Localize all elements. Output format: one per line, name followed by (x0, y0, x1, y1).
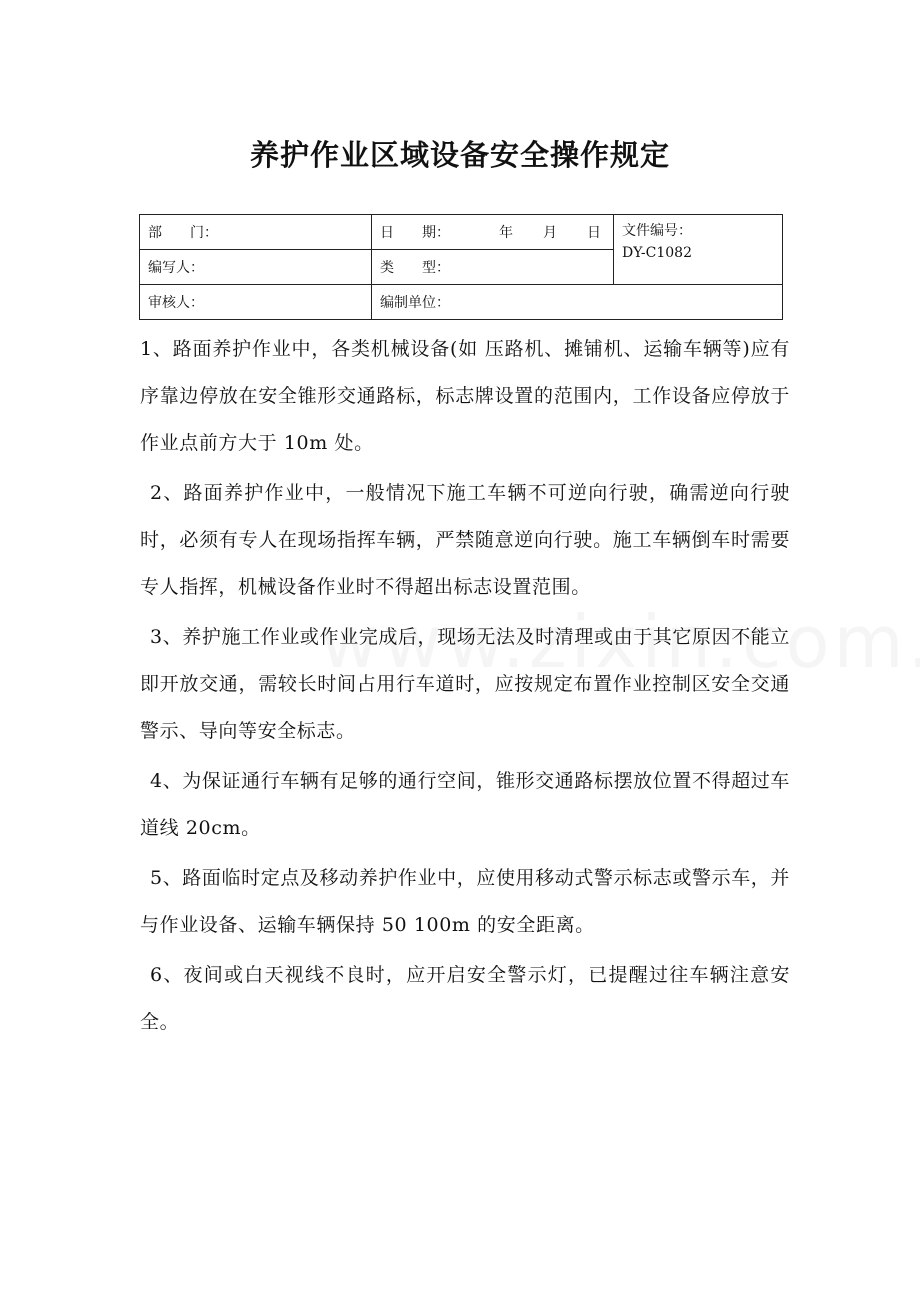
doc-number-label: 文件编号： (622, 223, 692, 239)
date-cell (372, 215, 614, 250)
rule-paragraph-2: 2、路面养护作业中，一般情况下施工车辆不可逆向行驶，确需逆向行驶时，必须有专人在现场指挥车辆，严禁随意逆向行驶。施工车辆倒车时需要专人指挥，机械设备作业时不得超出标志设置范围。 (140, 482, 790, 598)
rule-paragraph-1: 1、路面养护作业中，各类机械设备(如 压路机、摊铺机、运输车辆等)应有序靠边停放在安全锥形交通路标，标志牌设置的范围内，工作设备应停放于作业点前方大于 10m 处。 (140, 338, 790, 454)
rule-paragraph-5: 5、路面临时定点及移动养护作业中，应使用移动式警示标志或警示车，并与作业设备、运输车辆保持 50 100m 的安全距离。 (140, 867, 790, 936)
date-month: 月 (543, 225, 557, 241)
compiling-unit-label: 编制单位： (380, 295, 450, 311)
page-title: 养护作业区域设备安全操作规定 (249, 138, 670, 173)
compiling-unit-cell (372, 285, 783, 320)
reviewer-cell (140, 285, 372, 320)
reviewer-label: 审核人： (148, 295, 204, 311)
department-label: 部 门： (148, 225, 218, 241)
doc-number-cell (614, 215, 783, 285)
type-cell (372, 250, 614, 285)
header-row-1 (140, 215, 783, 250)
document-header-table (139, 214, 783, 320)
rule-paragraph-3: 3、养护施工作业或作业完成后，现场无法及时清理或由于其它原因不能立即开放交通，需较长时间占用行车道时，应按规定布置作业控制区安全交通警示、导向等安全标志。 (140, 626, 790, 742)
rule-paragraph-6: 6、夜间或白天视线不良时，应开启安全警示灯，已提醒过往车辆注意安全。 (140, 964, 790, 1033)
date-label: 日 期： (380, 225, 450, 241)
writer-label: 编写人： (148, 260, 204, 276)
header-row-3 (140, 285, 783, 320)
rules-body (140, 326, 790, 1049)
type-label: 类 型： (380, 260, 450, 276)
doc-number-value: DY-C1082 (622, 245, 692, 261)
department-cell (140, 215, 372, 250)
rule-paragraph-4: 4、为保证通行车辆有足够的通行空间，锥形交通路标摆放位置不得超过车道线 20cm。 (140, 770, 790, 839)
writer-cell (140, 250, 372, 285)
date-year: 年 (499, 225, 513, 241)
date-day: 日 (587, 225, 601, 241)
